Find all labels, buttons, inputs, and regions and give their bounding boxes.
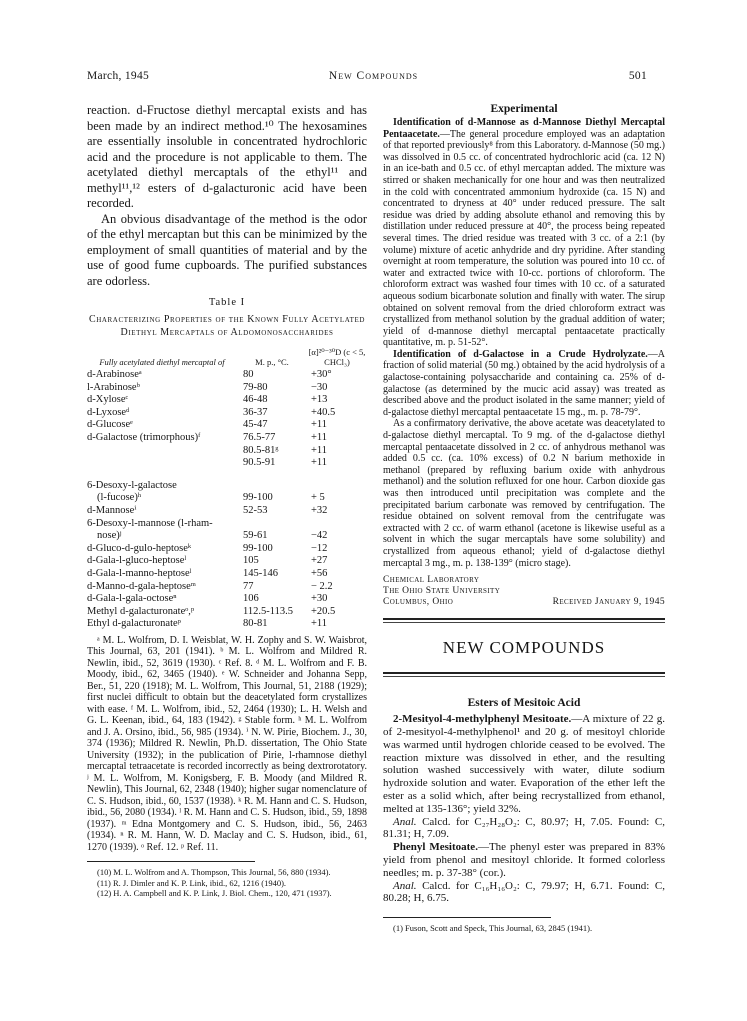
table-row: [87, 492, 367, 505]
references: [87, 867, 367, 899]
running-header-date: March, 1945: [87, 70, 150, 82]
table-row: [87, 543, 367, 556]
mp-cell: [237, 518, 307, 531]
rotation-cell: −42: [311, 530, 328, 542]
paragraph-text: —A fraction of solid material (50 mg.) obtained by the acid hydrolysis of a galactose-containing polysaccharide and containing ca. 25% of d-galactose (as determined by the mucic acid assay) was treated as described above and the product isolated in the same manner; yield of d-galactose diethyl mercaptal pentaacetate 15 mg., m. p. 78-79°.: [383, 348, 665, 418]
rotation-cell: +20.5: [311, 605, 336, 617]
table-row: [87, 407, 367, 420]
compound-cell: [87, 457, 237, 470]
mp-cell: 36-37: [243, 406, 268, 418]
mp-cell: 59-61: [243, 530, 268, 542]
rotation-cell: +11: [311, 419, 328, 431]
rotation-cell: + 5: [311, 492, 325, 504]
table-row: [87, 382, 367, 395]
section-divider: [383, 676, 665, 677]
rotation-cell: [307, 470, 367, 493]
table-row: [87, 593, 367, 606]
lead-text: [87, 103, 367, 289]
mp-cell: 80.5-81ᵍ: [243, 444, 279, 456]
compound-cell: Ethyl d-galacturonateᵖ: [87, 618, 181, 630]
reference-item: (11) R. J. Dimler and K. P. Link, ibid., 62, 1216 (1940).: [97, 877, 287, 888]
table-row: [87, 555, 367, 568]
left-column: [87, 103, 367, 899]
section-divider: [383, 618, 665, 620]
table-row: [87, 505, 367, 518]
table-row: [87, 530, 367, 543]
section-heading: Esters of Mesitoic Acid: [467, 697, 581, 710]
new-compounds-title: NEW COMPOUNDS: [442, 638, 606, 658]
lab-line: [383, 597, 665, 608]
lab-line: The Ohio State University: [383, 586, 501, 597]
compound-cell: nose)ʲ: [97, 530, 122, 542]
compound-cell: [87, 445, 237, 458]
table-footnotes: ᵃ M. L. Wolfrom, D. I. Weisblat, W. H. Zophy and S. W. Waisbrot, This Journal, 63, 201 (1941). ᵇ M. L. Wolfrom and Mildred R. Newlin, ibid., 52, 3619 (1930). ᶜ Ref. 8. ᵈ M. L. Wolfrom and F. B. Moody, ibid., 62, 3465 (1940). ᵉ W. Schneider and Johanna Sepp, Ber., 51, 220 (1918); M. L. Wolfrom, This Journal, 51, 2188 (1929); first nuclei difficult to obtain but the deacetylated form crystallizes with ease. ᶠ M. L. Wolfrom, ibid., 52, 2464 (1930); L. H. Welsh and G. L. Keenan, ibid., 64, 183 (1942). ᵍ Stable form. ʰ M. L. Wolfrom and J. A. Orsino, ibid., 56, 985 (1934). ⁱ N. W. Pirie, Biochem. J., 30, 374 (1936); Mildred R. Newlin, Ph.D. dissertation, The Ohio State University (1932); in the publication of Pirie, l-rhamnose diethyl mercaptal tetraacetate is recorded incorrectly as being dextrorotatory. ʲ M. L. Wolfrom, M. Konigsberg, F. B. Moody (and Mildred R. Newlin), This Journal, 62, 2348 (1940); higher sugar nomenclature of C. S. Hudson, ibid., 60, 1537 (1938). ᵏ R. M. Hann and C. S. Hudson, ibid., 56, 2080 (1934). ˡ R. M. Hann and C. S. Hudson, ibid., 59, 1898 (1937). ᵐ Edna Montgomery and C. S. Hudson, ibid., 56, 2463 (1934). ⁿ R. M. Hann, W. D. Maclay and C. S. Hudson, ibid., 61, 1270 (1939). ᵒ Ref. 12. ᵖ Ref. 11.: [87, 634, 367, 853]
section-divider: [383, 622, 665, 623]
mp-cell: 80: [243, 369, 254, 380]
table-row: [87, 419, 367, 432]
rotation-cell: +56: [311, 567, 328, 579]
running-header-title: New Compounds: [328, 70, 419, 82]
paragraph: [383, 349, 665, 419]
mp-cell: 79-80: [243, 381, 268, 393]
mp-cell: 52-53: [243, 504, 268, 516]
compound-cell: d-Gala-l-manno-heptoseˡ: [87, 567, 192, 579]
paragraph-text: —The phenyl ester was prepared in 83% yield from phenol and mesitoyl chloride. It formed colorless needles; m. p. 37-38° (cor.).: [383, 841, 666, 879]
received-date: Received January 9, 1945: [552, 597, 665, 608]
table-caption: Characterizing Properties of the Known Fully Acetylated Diethyl Mercaptals of Aldomonosaccharides: [88, 314, 366, 338]
compound-cell: d-Gala-l-gala-octoseⁿ: [87, 593, 177, 605]
paragraph: An obvious disadvantage of the method is the odor of the ethyl mercaptan but this can be minimized by the employment of small quantities of material and by the use of good fume cupboards. The purified substances are odorless.: [87, 211, 367, 288]
compound-cell: l-Arabinoseᵇ: [87, 381, 140, 393]
compound-cell: d-Arabinoseᵃ: [87, 369, 142, 380]
mp-cell: 99-100: [243, 542, 273, 554]
paragraph-text: —A mixture of 22 g. of 2-mesityol-4-methylphenol¹ and 20 g. of mesitoyl chloride was warmed until hydrogen chloride ceased to be evolved. The reaction mixture was dissolved in ether, and the resulting solution washed successively with water, dilute sodium hydroxide solution and water. Evaporation of the ether left the ester as a solid which, after being recrystallized from ethanol, melted at 135-136°; yield 32%.: [383, 713, 666, 815]
compound-cell: 6-Desoxy-l-mannose (l-rham-: [87, 517, 213, 529]
paragraph: [383, 816, 665, 842]
compound-cell: Methyl d-galacturonateᵒ,ᵖ: [87, 605, 195, 617]
compound-cell: d-Gluco-d-gulo-heptoseᵏ: [87, 542, 192, 554]
paragraph: [383, 713, 665, 815]
table-row: [87, 394, 367, 407]
table-title: Table I: [208, 297, 246, 308]
mp-cell: 99-100: [243, 492, 273, 504]
column-header: M. p., °C.: [255, 357, 289, 367]
footnote-rule: [383, 917, 551, 918]
mp-cell: 90.5-91: [243, 457, 276, 469]
page-number: 501: [628, 70, 647, 82]
rotation-cell: +27: [311, 555, 328, 567]
mp-cell: 145-146: [243, 567, 278, 579]
paragraph: As a confirmatory derivative, the above acetate was deacetylated to d-galactose diethyl mercaptal. To 9 mg. of the d-galactose diethyl mercaptal pentaacetate dissolved in 2 cc. of anhydrous methanol was added 0.5 cc. (ca. 10% excess) of 0.2 N barium methoxide in methanol (prepared by refluxing barium oxide with anhydrous methanol) and the solution refluxed for one hour. Carbon dioxide gas was then introduced until precipitation was complete and the precipitated barium carbonate was removed by centrifugation. The residue obtained on solvent removal from the centrifugate was extracted with 2 cc. of warm ethanol (acetone is likewise useful as a solvent in which the sugar mercaptals have some solubility) and crystallized from aqueous ethanol; yield of d-galactose diethyl mercaptal 3 mg., m. p. 138-139° (micro stage).: [383, 418, 665, 569]
table-row: [87, 369, 367, 382]
compound-cell: d-Mannoseⁱ: [87, 504, 137, 516]
mp-cell: 77: [243, 580, 254, 592]
compound-cell: d-Xyloseᶜ: [87, 394, 129, 406]
mp-cell: 105: [243, 555, 259, 567]
table-row: [87, 606, 367, 619]
paragraph-text: —The general procedure employed was an adaptation of that reported previously⁸ from this Laboratory. d-Mannose (50 mg.) was dissolved in 0.5 cc. of concentrated hydrochloric acid (ca. 12 N) in an ice-bath and 0.5 cc. of ethyl mercaptan added. The mixture was stirred or shaken mechanically for one hour and was then neutralized in the cold with concentrated ammonium hydroxide (ca. 15 N) and concentrated to dryness at 40° under reduced pressure. The salt residue was dried by adding absolute ethanol and removing this by distillation under reduced pressure at 40°, the process being repeated several times. The dried residue was treated with 3 cc. of a 2:1 (by volume) mixture of acetic anhydride and dry pyridine. After standing overnight at room temperature, the solution was poured into 10 cc. of water and extracted twice with 10-cc. portions of chloroform. The chloroform extract was washed four times with 10 cc. of a saturated aqueous sodium bicarbonate solution and finally with water. The sirup obtained on solvent removal from the dried chloroform extract was crystallized from methanol solution by the gradual addition of water; yield of d-mannose diethyl mercaptal pentaacetate practically quantitative, m. p. 51-52°.: [383, 128, 665, 349]
rotation-cell: +30°: [311, 369, 332, 380]
reference-item: (10) M. L. Wolfrom and A. Thompson, This Journal, 56, 880 (1934).: [97, 867, 331, 878]
table-row: [87, 457, 367, 470]
table-row: [87, 445, 367, 458]
rotation-cell: [307, 518, 367, 531]
table-row: [87, 518, 367, 531]
compound-cell: d-Gala-l-gluco-heptoseˡ: [87, 555, 187, 567]
compound-cell: d-Galactose (trimorphous)ᶠ: [87, 431, 201, 443]
footnote-rule: [87, 861, 255, 862]
table-row: [87, 470, 367, 493]
table-row: [87, 618, 367, 631]
rotation-cell: +11: [311, 431, 328, 443]
compound-cell: d-Glucoseᵉ: [87, 419, 133, 431]
mp-cell: 80-81: [243, 618, 268, 630]
anal-label: Anal.: [393, 879, 417, 892]
table-row: [87, 568, 367, 581]
column-header: Fully acetylated diethyl mercaptal of: [99, 357, 225, 367]
paragraph: [383, 880, 665, 906]
rotation-cell: − 2.2: [311, 580, 333, 592]
rotation-cell: +30: [311, 593, 328, 605]
lab-city: Columbus, Ohio: [383, 597, 454, 608]
mp-cell: 46-48: [243, 394, 268, 406]
right-column: [383, 103, 665, 934]
run-in-heading: Identification of d-Galactose in a Crude Hydrolyzate.: [393, 348, 648, 360]
mp-cell: [237, 470, 307, 493]
paragraph: reaction. d-Fructose diethyl mercaptal exists and has been made by an indirect method.¹⁰ The hexosamines are essentially insoluble in concentrated hydrochloric acid and the procedure is not applicable to them. The acetylated diethyl mercaptals of the ethyl¹¹ and methyl¹¹,¹² esters of d-galacturonic acid have been recorded.: [87, 103, 367, 210]
rotation-cell: +11: [311, 457, 328, 469]
compound-cell: 6-Desoxy-l-galactose: [87, 479, 177, 491]
rotation-cell: +11: [311, 618, 328, 630]
rotation-cell: −30: [311, 381, 328, 393]
rotation-cell: −12: [311, 542, 328, 554]
analysis-text: Calcd. for C₂₇H₂₈O₂: C, 80.97; H, 7.05. Found: C, 81.31; H, 7.09.: [383, 815, 665, 841]
laboratory-address: [383, 575, 665, 608]
run-in-heading: Identification of d-Mannose as d-Mannose Diethyl Mercaptal Pentaacetate.: [383, 117, 665, 140]
mp-cell: 76.5-77: [243, 431, 276, 443]
section-divider: [383, 672, 665, 674]
compound-cell: d-Lyxoseᵈ: [87, 406, 130, 418]
compound-cell: d-Manno-d-gala-heptoseᵐ: [87, 580, 196, 592]
table-row: [87, 581, 367, 594]
rotation-cell: +11: [311, 444, 328, 456]
lab-line: Chemical Laboratory: [383, 575, 480, 586]
mp-cell: 106: [243, 593, 259, 605]
mp-cell: 45-47: [243, 419, 268, 431]
paragraph: [383, 117, 665, 349]
reference-item: (1) Fuson, Scott and Speck, This Journal, 63, 2845 (1941).: [393, 923, 593, 934]
paragraph: [383, 841, 665, 879]
run-in-heading: Phenyl Mesitoate.: [393, 841, 478, 854]
reference-item: (12) H. A. Campbell and K. P. Link, J. Biol. Chem., 120, 471 (1937).: [97, 888, 332, 899]
rotation-cell: +32: [311, 504, 328, 516]
mp-cell: 112.5-113.5: [243, 605, 293, 617]
analysis-text: Calcd. for C₁₆H₁₆O₂: C, 79.97; H, 6.71. Found: C, 80.28; H, 6.75.: [383, 879, 665, 905]
run-in-heading: 2-Mesityol-4-methylphenyl Mesitoate.: [393, 713, 572, 726]
compound-cell: (l-fucose)ʰ: [97, 492, 142, 504]
rotation-cell: +13: [311, 394, 328, 406]
section-heading: Experimental: [490, 103, 558, 115]
column-header: [α]²⁰⁻³⁰D (c < 5, CHCl₃): [308, 347, 366, 367]
rotation-cell: +40.5: [311, 406, 336, 418]
table-row: [87, 432, 367, 445]
mercaptal-table: [87, 347, 367, 631]
anal-label: Anal.: [393, 815, 417, 828]
